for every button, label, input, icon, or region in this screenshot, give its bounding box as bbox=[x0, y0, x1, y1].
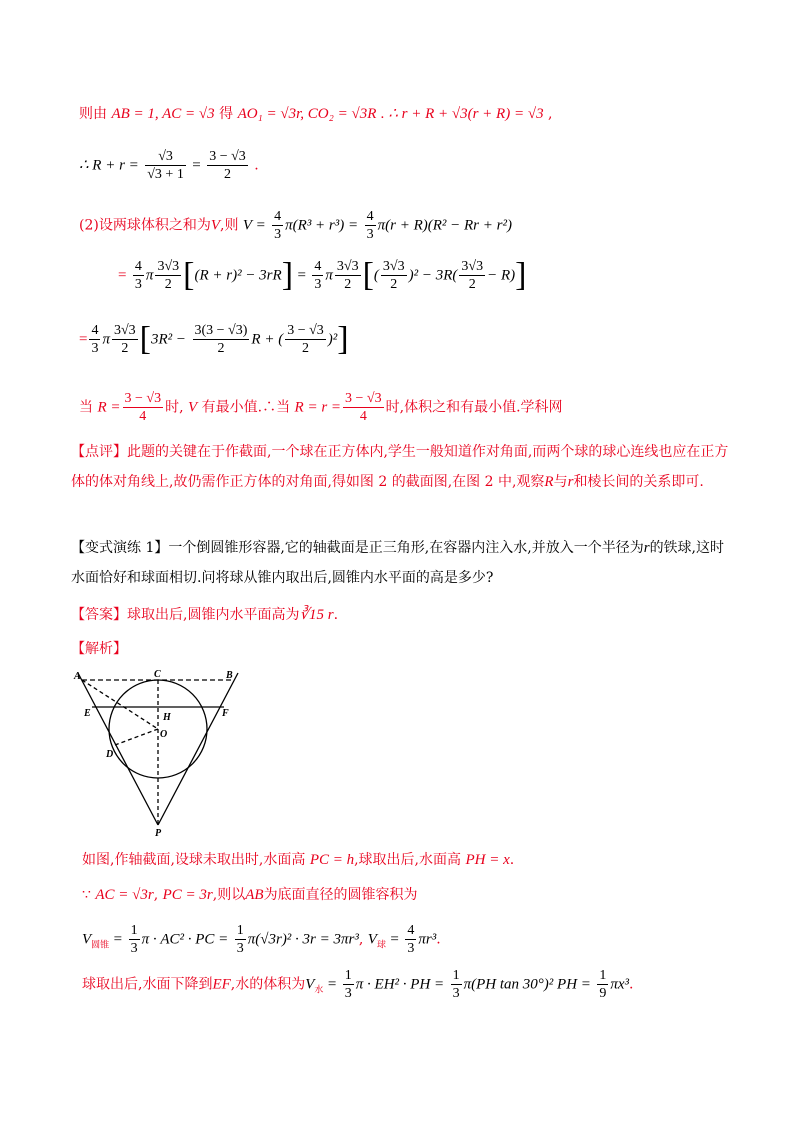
denominator: 4 bbox=[139, 409, 147, 424]
denominator: 3 bbox=[91, 341, 99, 356]
numerator: 3√3 bbox=[382, 259, 405, 274]
text: ∵ bbox=[82, 887, 91, 903]
answer-value: ∛15 r bbox=[299, 607, 334, 623]
equation: R = r = bbox=[294, 399, 342, 416]
fraction bbox=[129, 922, 140, 957]
equation: . ∴ r + R + √3(r + R) = √3 bbox=[380, 106, 544, 122]
equation: AO₁ = √3r, CO₂ = √3R bbox=[237, 106, 377, 122]
text: ,则 bbox=[220, 217, 239, 234]
text: 和棱长间的关系即可. bbox=[573, 474, 704, 490]
cone-left-edge bbox=[78, 673, 158, 825]
fraction bbox=[459, 258, 485, 293]
text: 时, bbox=[165, 399, 184, 416]
variable: V bbox=[367, 931, 377, 948]
fraction bbox=[89, 322, 100, 357]
text: . bbox=[333, 607, 339, 623]
denominator: 2 bbox=[121, 341, 129, 356]
text: 当 bbox=[79, 399, 93, 416]
analysis-p1 bbox=[82, 850, 514, 870]
fraction bbox=[381, 258, 407, 293]
denominator: 3 bbox=[236, 941, 244, 956]
equation: π(r + R)(R² − Rr + r²) bbox=[377, 217, 512, 234]
equation: πr³ bbox=[418, 931, 437, 948]
text: ,水的体积为 bbox=[230, 976, 306, 993]
numerator: 3 − √3 bbox=[345, 391, 382, 406]
subscript: 球 bbox=[376, 940, 386, 951]
fraction bbox=[335, 258, 361, 293]
denominator: 3 bbox=[452, 986, 460, 1001]
numerator: 3√3 bbox=[336, 259, 359, 274]
text: 与 bbox=[553, 474, 568, 490]
numerator: 1 bbox=[236, 923, 244, 938]
text: 如图,作轴截面,设球未取出时,水面高 bbox=[82, 852, 306, 868]
variable: V bbox=[305, 976, 315, 993]
variable: r bbox=[643, 540, 650, 556]
denominator: 2 bbox=[217, 341, 225, 356]
comment-paragraph bbox=[71, 437, 731, 497]
analysis-label bbox=[71, 639, 127, 659]
equation: R + ( bbox=[251, 331, 284, 348]
numerator: 1 bbox=[452, 968, 460, 983]
fraction bbox=[133, 258, 144, 293]
variable: r bbox=[567, 474, 574, 490]
text: . bbox=[629, 976, 634, 993]
solution-line-1 bbox=[79, 104, 552, 124]
subscript: 圆锥 bbox=[91, 940, 110, 951]
numerator: 1 bbox=[599, 968, 607, 983]
fraction bbox=[312, 258, 323, 293]
denominator: 3 bbox=[314, 277, 322, 292]
analysis-p4: 球取出后,水面下降到EF,水的体积为$V_水$ = $\frac{1}{3}$ π · EH² · PH = $\frac{1}{3}$ π(PH tan 30°)² PH = $\frac{1}{9}$ πx³. bbox=[82, 968, 634, 1001]
fraction bbox=[451, 967, 462, 1002]
variant-text: 一个倒圆锥形容器,它的轴截面是正三角形,在容器内注入水,并放入一个半径为 bbox=[168, 540, 644, 556]
answer-text: 球取出后,圆锥内水平面高为 bbox=[127, 607, 300, 623]
equation: π(R³ + r³) = bbox=[285, 217, 359, 234]
solution-row-3: = $\frac{4}{3}$ π $\frac{3√3}{2}$ [3R² − $\frac{3(3 - √3)}{2}$ R + ( $\frac{3 - √3}{2}$ )²] bbox=[79, 320, 349, 358]
label-b: B bbox=[226, 670, 233, 681]
denominator: 3 bbox=[407, 941, 415, 956]
numerator: 4 bbox=[274, 209, 282, 224]
equals: = bbox=[113, 931, 123, 948]
fraction bbox=[272, 208, 283, 243]
text: 为底面直径的圆锥容积为 bbox=[263, 887, 418, 903]
equation: 3R² − bbox=[151, 331, 187, 348]
denominator: 3 bbox=[134, 277, 142, 292]
variant-paragraph bbox=[71, 533, 731, 593]
numerator: 4 bbox=[91, 323, 99, 338]
cone-cross-section-diagram bbox=[70, 665, 250, 840]
variant-text: 的铁球,这时水面恰好和球面相切.问将球从锥内取出后,圆锥内水平面的高是多少? bbox=[71, 540, 725, 586]
cone-right-edge bbox=[158, 673, 238, 825]
denominator: √3 + 1 bbox=[147, 167, 184, 182]
fraction bbox=[235, 922, 246, 957]
equation: PH = x bbox=[465, 852, 510, 868]
label-e: E bbox=[84, 708, 91, 719]
label-p: P bbox=[155, 828, 162, 839]
fraction bbox=[365, 208, 376, 243]
numerator: 4 bbox=[134, 259, 142, 274]
equation: πx³ bbox=[610, 976, 630, 993]
fraction bbox=[597, 967, 608, 1002]
denominator: 2 bbox=[224, 167, 232, 182]
variable: V bbox=[188, 399, 198, 416]
equation: ∴ R + r = bbox=[79, 157, 139, 174]
subscript: 水 bbox=[314, 985, 324, 996]
answer-label: 【答案】 bbox=[71, 607, 127, 623]
numerator: 3 − √3 bbox=[209, 149, 246, 164]
line-od bbox=[115, 729, 158, 745]
numerator: 4 bbox=[407, 923, 415, 938]
equation: PC = 3r bbox=[162, 887, 213, 903]
text: . bbox=[509, 852, 515, 868]
numerator: 4 bbox=[366, 209, 374, 224]
equation: AB = 1, AC = √3 bbox=[111, 106, 215, 122]
paren: ( bbox=[373, 267, 379, 284]
denominator: 4 bbox=[359, 409, 367, 424]
variable: AB bbox=[245, 887, 264, 903]
denominator: 9 bbox=[599, 986, 607, 1001]
fraction bbox=[123, 390, 164, 425]
label-a: A bbox=[74, 671, 81, 682]
denominator: 2 bbox=[164, 277, 172, 292]
denominator: 2 bbox=[301, 341, 309, 356]
text: 得 bbox=[219, 106, 234, 122]
equation: )² bbox=[327, 331, 338, 348]
variable: EF bbox=[212, 976, 231, 993]
label-o: O bbox=[160, 729, 168, 740]
line-ao bbox=[82, 680, 158, 729]
numerator: 1 bbox=[130, 923, 138, 938]
numerator: √3 bbox=[145, 148, 186, 166]
analysis-p3: $V_{圆锥}$ = $\frac{1}{3}$ π · AC² · PC = $\frac{1}{3}$ π(√3r)² · 3r = 3πr³, $V_球$ = $\frac{4}{3}$ πr³. bbox=[82, 923, 441, 956]
analysis-label-text: 【解析】 bbox=[71, 641, 127, 657]
denominator: 3 bbox=[366, 227, 374, 242]
comment-text: 此题的关键在于作截面,一个球在正方体内,学生一般知道作对角面,而两个球的球心连线也应在正方体的体对角线上,故仍需作正方体的对角面,得如图 2 的截面图,在图 2 中,观察 bbox=[71, 444, 729, 490]
solution-row-2: = $\frac{4}{3}$ π $\frac{3√3}{2}$ [(R + r)² − 3rR] = $\frac{4}{3}$ π $\frac{3√3}{2}$ [( $\frac{3√3}{2}$ )² − 3R( $\frac{3√3}{2}$ − R)] bbox=[118, 256, 527, 294]
variable: R bbox=[544, 474, 554, 490]
solution-line-2: ∴ R + r = $\frac{√3}{√3 + 1}$ = $\frac{3 - √3}{2}$ . bbox=[79, 149, 259, 182]
pi: π bbox=[325, 267, 333, 284]
answer-line bbox=[71, 605, 338, 625]
fraction bbox=[285, 322, 326, 357]
text: 有最小值.∴当 bbox=[201, 399, 291, 416]
denominator: 3 bbox=[344, 986, 352, 1001]
numerator: 3 − √3 bbox=[287, 323, 324, 338]
solution-min-line bbox=[79, 390, 563, 425]
text: 球取出后,水面下降到 bbox=[82, 976, 213, 993]
equation: − R) bbox=[487, 267, 516, 284]
fraction bbox=[155, 258, 181, 293]
equation: )² − 3R( bbox=[408, 267, 458, 284]
text: , bbox=[548, 106, 553, 122]
numerator: 4 bbox=[314, 259, 322, 274]
variant-label: 【变式演练 1】 bbox=[71, 540, 169, 556]
equation: π(PH tan 30°)² PH = bbox=[463, 976, 591, 993]
pi: π bbox=[102, 331, 110, 348]
text: . bbox=[436, 931, 441, 948]
fraction bbox=[112, 322, 138, 357]
denominator: 2 bbox=[390, 277, 398, 292]
comment-label: 【点评】 bbox=[71, 444, 127, 460]
equation: π(√3r)² · 3r = 3πr³ bbox=[247, 931, 359, 948]
equation: π · AC² · PC = bbox=[141, 931, 229, 948]
equation: (R + r)² − 3rR bbox=[194, 267, 282, 284]
denominator: 2 bbox=[344, 277, 352, 292]
text: ,球取出后,水面高 bbox=[354, 852, 462, 868]
analysis-p2 bbox=[82, 885, 418, 905]
denominator: 2 bbox=[468, 277, 476, 292]
equation: PC = h bbox=[309, 852, 355, 868]
text: ,则以 bbox=[212, 887, 246, 903]
fraction bbox=[343, 967, 354, 1002]
numerator: 1 bbox=[344, 968, 352, 983]
numerator: 3(3 − √3) bbox=[194, 323, 248, 338]
denominator: 3 bbox=[130, 941, 138, 956]
equation: π · EH² · PH = bbox=[355, 976, 445, 993]
equation: V = bbox=[242, 217, 266, 234]
numerator: 3√3 bbox=[461, 259, 484, 274]
label-d: D bbox=[106, 749, 114, 760]
text: , bbox=[153, 887, 159, 903]
numerator: 3√3 bbox=[157, 259, 180, 274]
variable: V bbox=[82, 931, 92, 948]
denominator: 3 bbox=[274, 227, 282, 242]
equation: R = bbox=[97, 399, 121, 416]
label-f: F bbox=[222, 708, 229, 719]
text: , bbox=[358, 931, 364, 948]
fraction bbox=[145, 148, 186, 183]
equation: AC = √3r bbox=[95, 887, 154, 903]
fraction bbox=[343, 390, 384, 425]
variable: V bbox=[210, 217, 221, 234]
solution-part-2 bbox=[79, 208, 512, 243]
label-h: H bbox=[163, 712, 171, 723]
pi: π bbox=[145, 267, 154, 284]
text: 则由 bbox=[79, 106, 107, 122]
text: (2)设两球体积之和为 bbox=[79, 217, 211, 234]
label-c: C bbox=[154, 669, 161, 680]
fraction bbox=[405, 922, 416, 957]
numerator: 3√3 bbox=[113, 323, 136, 338]
fraction bbox=[193, 322, 250, 357]
fraction bbox=[207, 148, 248, 183]
text: 时,体积之和有最小值.学科网 bbox=[385, 399, 563, 416]
numerator: 3 − √3 bbox=[124, 391, 162, 406]
